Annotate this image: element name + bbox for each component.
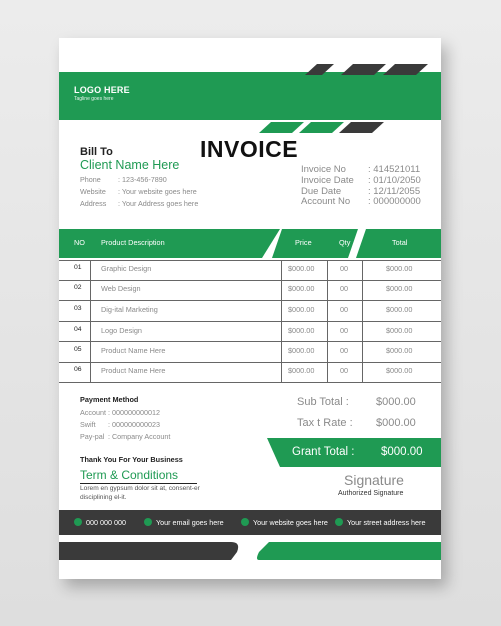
invoice-title: INVOICE <box>200 136 299 162</box>
row-description: Web Design <box>101 284 141 293</box>
phone-row <box>80 175 167 184</box>
website-value: : Your website goes here <box>118 187 197 196</box>
footer-phone-text: 000 000 000 <box>86 518 126 527</box>
row-description: Product Name Here <box>101 346 166 355</box>
logo-tagline: Tagline goes here <box>74 96 114 102</box>
account-no-label: Account No <box>301 196 351 207</box>
client-name: Client Name Here <box>80 158 180 172</box>
header-description: Product Description <box>101 238 165 247</box>
table-divider <box>362 260 363 382</box>
globe-icon <box>241 518 249 526</box>
row-qty: 00 <box>340 366 349 375</box>
row-price: $000.00 <box>288 305 315 314</box>
header-qty: Qty <box>339 238 351 247</box>
invoice-date-label: Invoice Date <box>301 175 354 186</box>
header-total: Total <box>392 238 408 247</box>
location-icon <box>335 518 343 526</box>
tax-rate-label: Tax t Rate : <box>297 417 353 429</box>
row-price: $000.00 <box>288 284 315 293</box>
payment-swift-row <box>80 420 160 429</box>
account-no-value: : 000000000 <box>368 196 421 207</box>
tax-rate-value: $000.00 <box>376 417 416 429</box>
footer-phone <box>74 518 126 527</box>
table-row <box>59 326 441 340</box>
table-line <box>59 280 441 281</box>
authorized-signature: Authorized Signature <box>338 490 404 497</box>
table-line <box>59 341 441 342</box>
footer-address <box>335 518 425 527</box>
row-no: 04 <box>74 326 82 333</box>
website-label: Website <box>80 187 106 196</box>
row-qty: 00 <box>340 284 349 293</box>
row-total: $000.00 <box>386 346 413 355</box>
row-qty: 00 <box>340 326 349 335</box>
website-row <box>80 187 197 196</box>
payment-account-label: Account <box>80 408 106 417</box>
row-description: Graphic Design <box>101 264 152 273</box>
thanks-text: Thank You For Your Business <box>80 455 183 464</box>
footer-website-text: Your website goes here <box>253 518 328 527</box>
table-row <box>59 284 441 298</box>
payment-account-row <box>80 408 160 417</box>
row-total: $000.00 <box>386 366 413 375</box>
invoice-no-value: : 414521011 <box>368 164 421 175</box>
address-value: : Your Address goes here <box>118 199 199 208</box>
row-total: $000.00 <box>386 326 413 335</box>
table-row <box>59 346 441 360</box>
bill-to-heading: Bill To <box>80 146 113 158</box>
table-row <box>59 264 441 278</box>
payment-account-value: : 000000000012 <box>108 408 160 417</box>
table-line <box>59 362 441 363</box>
row-price: $000.00 <box>288 346 315 355</box>
footer-address-text: Your street address here <box>347 518 426 527</box>
bottom-shapes <box>59 538 441 579</box>
footer-website <box>241 518 328 527</box>
row-total: $000.00 <box>386 264 413 273</box>
row-qty: 00 <box>340 264 349 273</box>
row-no: 06 <box>74 366 82 373</box>
table-row <box>59 305 441 319</box>
signature-text: Signature <box>344 472 404 488</box>
row-total: $000.00 <box>386 284 413 293</box>
invoice-page <box>59 38 441 579</box>
payment-swift-value: : 000000000023 <box>108 420 160 429</box>
row-price: $000.00 <box>288 326 315 335</box>
row-price: $000.00 <box>288 264 315 273</box>
footer-email-text: Your email goes here <box>156 518 224 527</box>
grand-total-value: $000.00 <box>381 446 423 458</box>
due-date-value: : 12/11/2055 <box>368 186 421 197</box>
row-no: 03 <box>74 305 82 312</box>
table-divider <box>281 260 282 382</box>
table-row <box>59 366 441 380</box>
phone-label: Phone <box>80 175 101 184</box>
sub-total-label: Sub Total : <box>297 396 349 408</box>
table-line <box>59 382 441 383</box>
phone-value: : 123-456-7890 <box>118 175 167 184</box>
header-price: Price <box>295 238 312 247</box>
row-qty: 00 <box>340 346 349 355</box>
account-no-row <box>301 196 421 207</box>
logo-text: LOGO HERE <box>74 85 130 95</box>
row-price: $000.00 <box>288 366 315 375</box>
table-line <box>59 300 441 301</box>
row-total: $000.00 <box>386 305 413 314</box>
row-description: Dig-ital Marketing <box>101 305 158 314</box>
payment-paypal-label: Pay-pal <box>80 432 105 441</box>
row-qty: 00 <box>340 305 349 314</box>
row-no: 01 <box>74 264 82 271</box>
row-no: 02 <box>74 284 82 291</box>
payment-swift-label: Swift <box>80 420 96 429</box>
table-line <box>59 260 441 261</box>
invoice-date-value: : 01/10/2050 <box>368 175 421 186</box>
sub-total-value: $000.00 <box>376 396 416 408</box>
payment-method-heading: Payment Method <box>80 395 139 404</box>
terms-underline <box>80 483 197 484</box>
table-divider <box>90 260 91 382</box>
footer-email <box>144 518 224 527</box>
table-line <box>59 321 441 322</box>
header-no: NO <box>74 238 85 247</box>
due-date-label: Due Date <box>301 186 342 197</box>
payment-paypal-value: : Company Account <box>108 432 171 441</box>
table-divider <box>327 260 328 382</box>
address-label: Address <box>80 199 107 208</box>
row-description: Product Name Here <box>101 366 166 375</box>
invoice-date-row <box>301 175 421 186</box>
address-row <box>80 199 198 208</box>
invoice-no-label: Invoice No <box>301 164 346 175</box>
phone-icon <box>74 518 82 526</box>
row-description: Logo Design <box>101 326 142 335</box>
email-icon <box>144 518 152 526</box>
grand-total-label: Grant Total : <box>292 446 355 458</box>
terms-heading: Term & Conditions <box>80 468 179 482</box>
row-no: 05 <box>74 346 82 353</box>
invoice-no-row <box>301 164 420 175</box>
terms-text: Lorem en gypsum dolor sit at, consent-er disciplining el-it. <box>80 485 200 501</box>
